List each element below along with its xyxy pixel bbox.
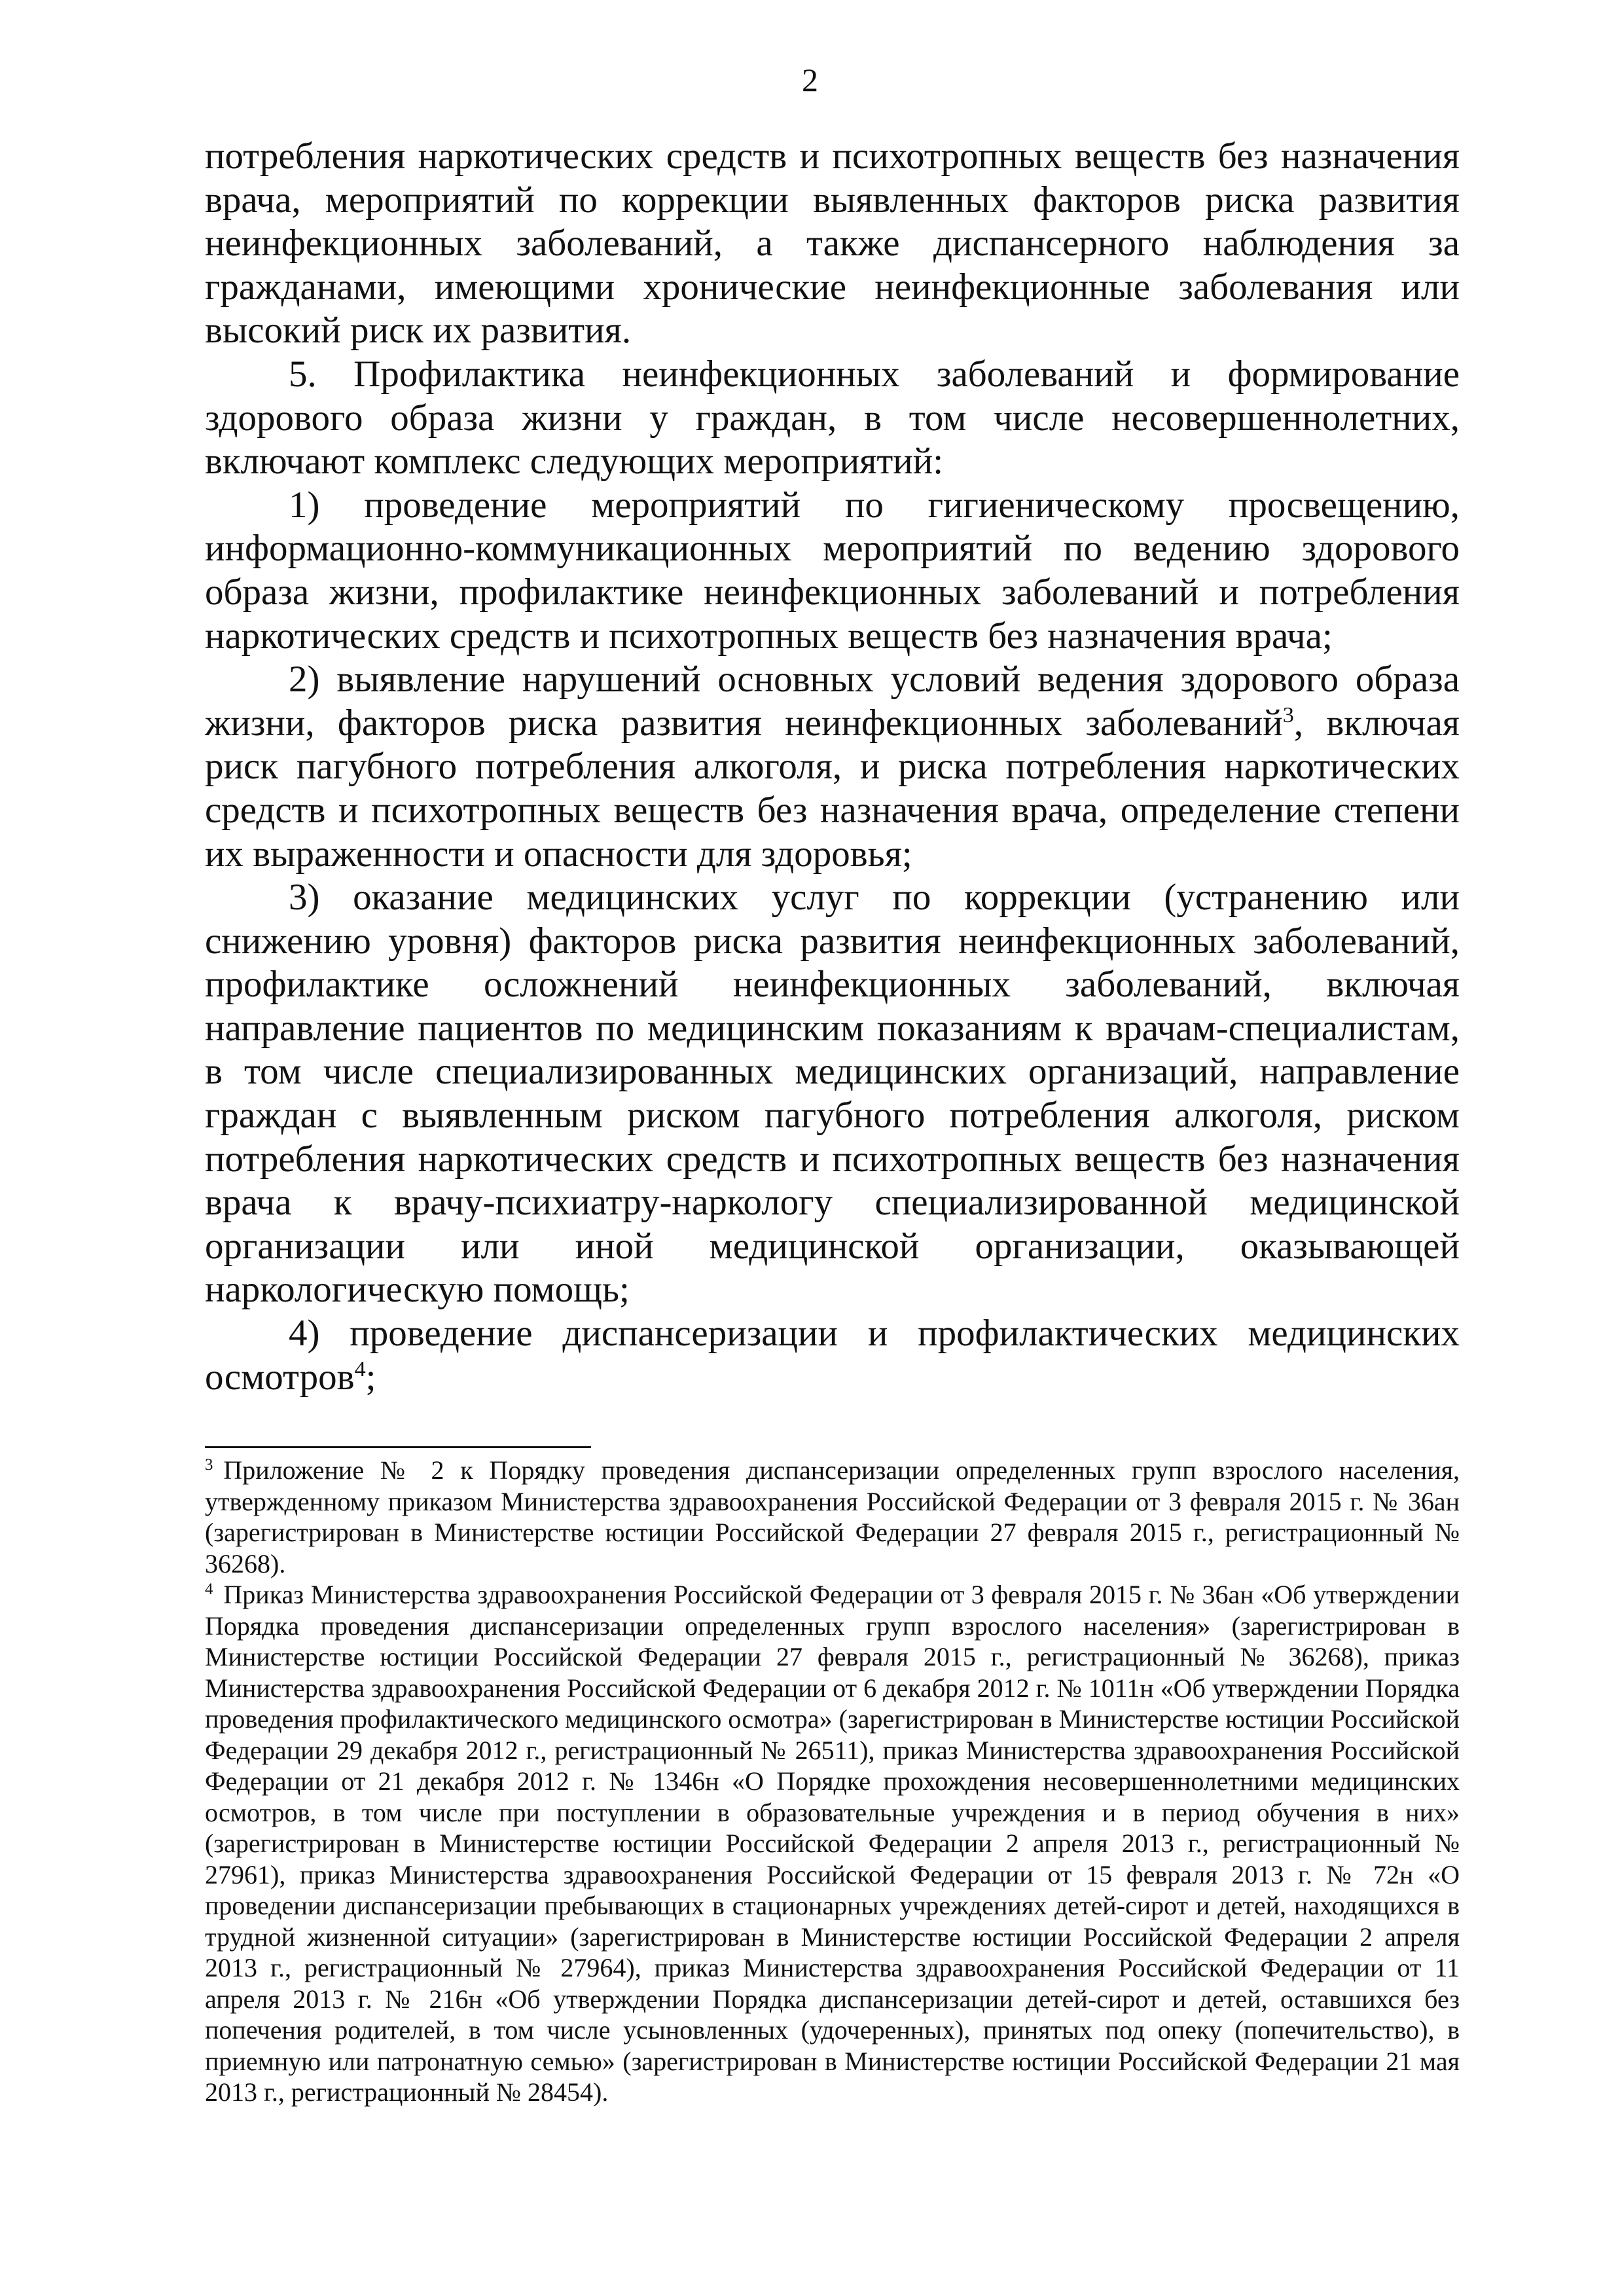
subitem-2-text-end: , включая риск пагубного потребления алкоголя, и риска потребления наркотических средств и психотропных веществ без назначения врача, определение степени их выраженности и опасности для здоровья; <box>205 702 1460 875</box>
main-text <box>205 135 1460 1399</box>
paragraph-subitem-1: 1) проведение мероприятий по гигиеническому просвещению, информационно-коммуникационных мероприятий по ведению здорового образа жизни, профилактике неинфекционных заболеваний и потребления наркотических средств и психотропных веществ без назначения врача; <box>205 484 1460 657</box>
paragraph-item-5: 5. Профилактика неинфекционных заболеваний и формирование здорового образа жизни у граждан, в том числе несовершеннолетних, включают комплекс следующих мероприятий: <box>205 353 1460 483</box>
footnote-4 <box>205 1579 1460 2108</box>
subitem-4-text-end: ; <box>365 1356 376 1398</box>
footnote-4-text: Приказ Министерства здравоохранения Российской Федерации от 3 февраля 2015 г. № 36ан «Об утверждении Порядка проведения диспансеризации определенных групп взрослого населения» (зарегистрирован в Министерстве юстиции Российской Федерации 27 февраля 2015 г., регистрационный № 36268), приказ Министерства здравоохранения Российской Федерации от 6 декабря 2012 г. № 1011н «Об утверждении Порядка проведения профилактического медицинского осмотра» (зарегистрирован в Министерстве юстиции Российской Федерации 29 декабря 2012 г., регистрационный № 26511), приказ Министерства здравоохранения Российской Федерации от 21 декабря 2012 г. № 1346н «О Порядке прохождения несовершеннолетними медицинских осмотров, в том числе при поступлении в образовательные учреждения и в период обучения в них» (зарегистрирован в Министерстве юстиции Российской Федерации 2 апреля 2013 г., регистрационный № 27961), приказ Министерства здравоохранения Российской Федерации от 15 февраля 2013 г. № 72н «О проведении диспансеризации пребывающих в стационарных учреждениях детей-сирот и детей, находящихся в трудной жизненной ситуации» (зарегистрирован в Министерстве юстиции Российской Федерации 2 апреля 2013 г., регистрационный № 27964), приказ Министерства здравоохранения Российской Федерации от 11 апреля 2013 г. № 216н «Об утверждении Порядка диспансеризации детей-сирот и детей, оставшихся без попечения родителей, в том числе усыновленных (удочеренных), принятых под опеку (попечительство), в приемную или патронатную семью» (зарегистрирован в Министерстве юстиции Российской Федерации 21 мая 2013 г., регистрационный № 28454). <box>205 1580 1460 2107</box>
footnotes <box>205 1455 1460 2108</box>
paragraph-subitem-3: 3) оказание медицинских услуг по коррекции (устранению или снижению уровня) факторов риска развития неинфекционных заболеваний, профилактике осложнений неинфекционных заболеваний, включая направление пациентов по медицинским показаниям к врачам-специалистам, в том числе специализированных медицинских организаций, направление граждан с выявленным риском пагубного потребления алкоголя, риском потребления наркотических средств и психотропных веществ без назначения врача к врачу-психиатру-наркологу специализированной медицинской организации или иной медицинской организации, оказывающей наркологическую помощь; <box>205 877 1460 1311</box>
footnote-ref-4: 4 <box>354 1357 366 1381</box>
subitem-4-text-start: 4) проведение диспансеризации и профилактических медицинских осмотров <box>205 1313 1460 1398</box>
paragraph-subitem-4 <box>205 1312 1460 1399</box>
page-number: 2 <box>802 62 818 98</box>
footnote-marker-4: 4 <box>205 1580 213 1598</box>
paragraph-intro: потребления наркотических средств и психотропных веществ без назначения врача, мероприятий по коррекции выявленных факторов риска развития неинфекционных заболеваний, а также диспансерного наблюдения за гражданами, имеющими хронические неинфекционные заболевания или высокий риск их развития. <box>205 136 1460 352</box>
footnote-marker-3: 3 <box>205 1455 213 1474</box>
subitem-2-text-start: 2) выявление нарушений основных условий ведения здорового образа жизни, факторов риска развития неинфекционных заболеваний <box>205 659 1460 744</box>
footnote-3 <box>205 1455 1460 1579</box>
paragraph-subitem-2 <box>205 658 1460 876</box>
footnote-3-text: Приложение № 2 к Порядку проведения диспансеризации определенных групп взрослого населения, утвержденному приказом Министерства здравоохранения Российской Федерации от 3 февраля 2015 г. № 36ан (зарегистрирован в Министерстве юстиции Российской Федерации 27 февраля 2015 г., регистрационный № 36268). <box>205 1455 1460 1578</box>
footnote-ref-3: 3 <box>1282 702 1294 727</box>
footnote-separator <box>205 1446 591 1448</box>
